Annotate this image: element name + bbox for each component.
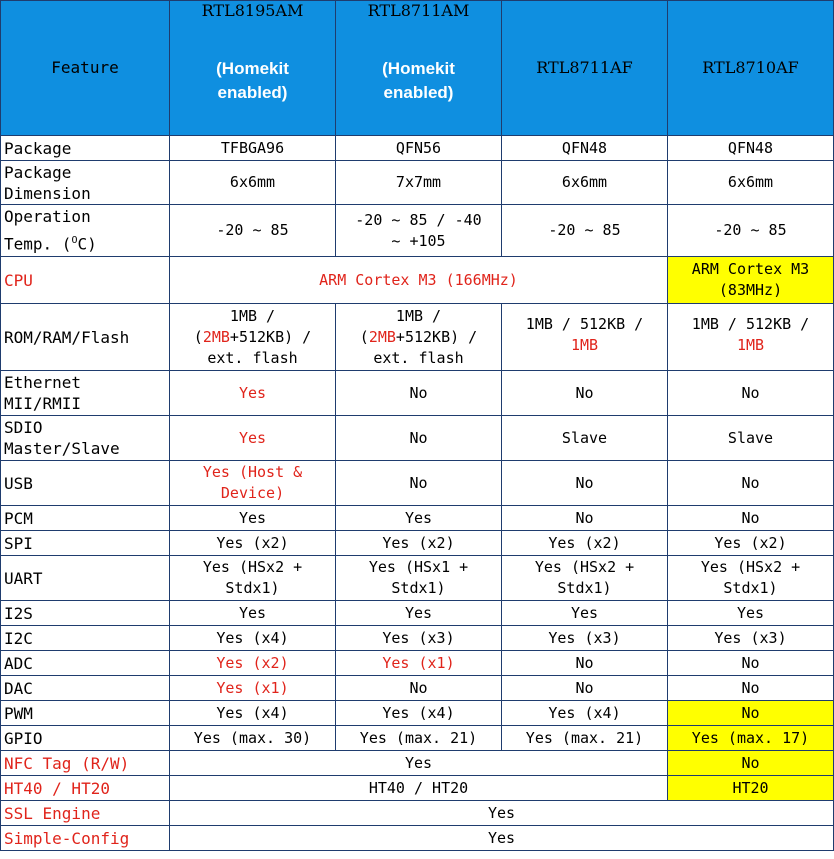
col-rtl8711am-header: RTL8711AM (Homekit enabled) [336,1,502,136]
row-sdio: SDIO Master/Slave Yes No Slave Slave [1,416,834,461]
row-ssl: SSL Engine Yes [1,801,834,826]
col-rtl8195am-header: RTL8195AM (Homekit enabled) [170,1,336,136]
col-rtl8710af-header: RTL8710AF [668,1,834,136]
row-uart: UART Yes (HSx2 + Stdx1) Yes (HSx1 + Stdx1) Yes (HSx2 + Stdx1) Yes (HSx2 + Stdx1) [1,556,834,601]
row-temp: Operation Temp. ($^O$C) -20 ~ 85 -20 ~ 85 / -40 ~ +105 -20 ~ 85 -20 ~ 85 [1,205,834,257]
row-adc: ADC Yes (x2) Yes (x1) No No [1,651,834,676]
feature-header: Feature [1,1,170,136]
row-simple-config: Simple-Config Yes [1,826,834,851]
row-pwm: PWM Yes (x4) Yes (x4) Yes (x4) No [1,701,834,726]
col-rtl8711af-header: RTL8711AF [502,1,668,136]
row-i2c: I2C Yes (x4) Yes (x3) Yes (x3) Yes (x3) [1,626,834,651]
row-i2s: I2S Yes Yes Yes Yes [1,601,834,626]
row-cpu: CPU ARM Cortex M3 (166MHz) ARM Cortex M3 (83MHz) [1,257,834,304]
row-pcm: PCM Yes Yes No No [1,506,834,531]
row-gpio: GPIO Yes (max. 30) Yes (max. 21) Yes (max. 21) Yes (max. 17) [1,726,834,751]
homekit-note: (Homekit enabled) [216,58,289,102]
row-nfc: NFC Tag (R/W) Yes No [1,751,834,776]
homekit-note: (Homekit enabled) [382,58,455,102]
row-memory: ROM/RAM/Flash 1MB / (2MB+512KB) / ext. flash 1MB / (2MB+512KB) / ext. flash 1MB / 512KB / 1MB 1MB / 512KB / 1MB [1,304,834,371]
row-usb: USB Yes (Host & Device) No No No [1,461,834,506]
row-spi: SPI Yes (x2) Yes (x2) Yes (x2) Yes (x2) [1,531,834,556]
header-row [1,1,834,136]
row-dimension: Package Dimension 6x6mm 7x7mm 6x6mm 6x6mm [1,161,834,205]
row-ht: HT40 / HT20 HT40 / HT20 HT20 [1,776,834,801]
row-package: Package TFBGA96 QFN56 QFN48 QFN48 [1,136,834,161]
row-ethernet: Ethernet MII/RMII Yes No No No [1,371,834,416]
row-dac: DAC Yes (x1) No No No [1,676,834,701]
